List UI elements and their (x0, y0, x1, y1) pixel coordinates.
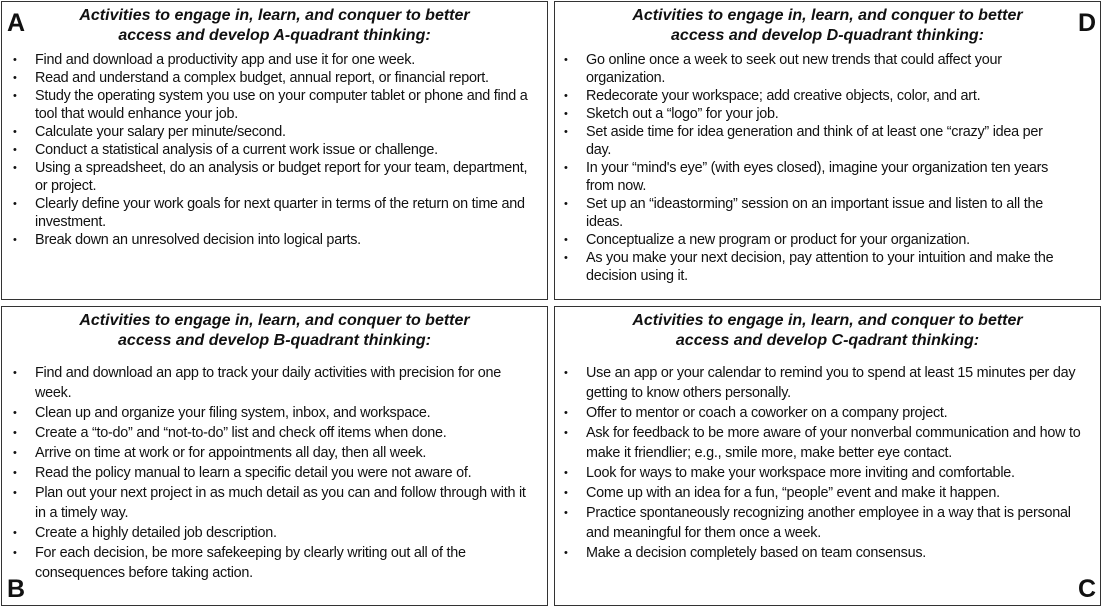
list-item: • Sketch out a “logo” for your job. (564, 105, 1069, 123)
quadrant-c-activity-list (564, 363, 1084, 563)
quadrant-a-heading-line1: Activities to engage in, learn, and conquer to better (79, 7, 470, 24)
list-item: • Set aside time for idea generation and think of at least one “crazy” idea per day. (564, 123, 1069, 159)
quadrant-d-activity-list (564, 51, 1069, 285)
quadrant-b-heading-line1: Activities to engage in, learn, and conquer to better (79, 312, 470, 329)
quadrant-b-heading (2, 311, 547, 351)
quadrant-d-panel (554, 1, 1101, 300)
quadrant-b-activity-list (13, 363, 533, 583)
list-item: • Set up an “ideastorming” session on an important issue and listen to all the ideas. (564, 195, 1069, 231)
quadrant-c-panel (554, 306, 1101, 606)
list-item: • In your “mind's eye” (with eyes closed), imagine your organization ten years from now. (564, 159, 1069, 195)
list-item: • Find and download an app to track your daily activities with precision for one week. (13, 363, 533, 403)
list-item: • Calculate your salary per minute/second. (13, 123, 528, 141)
quadrant-c-heading-line2: access and develop C-qadrant thinking: (675, 332, 980, 349)
list-item: • Go online once a week to seek out new trends that could affect your organization. (564, 51, 1069, 87)
quadrant-a-heading-line2: access and develop A-quadrant thinking: (118, 27, 431, 44)
list-item: • Use an app or your calendar to remind you to spend at least 15 minutes per day getting to know others personally. (564, 363, 1084, 403)
quadrant-d-heading-line2: access and develop D-quadrant thinking: (671, 27, 984, 44)
list-item: • Find and download a productivity app and use it for one week. (13, 51, 528, 69)
quadrant-c-heading-line1: Activities to engage in, learn, and conquer to better (632, 312, 1023, 329)
list-item: • Clean up and organize your filing system, inbox, and workspace. (13, 403, 533, 423)
list-item: • Read the policy manual to learn a specific detail you were not aware of. (13, 463, 533, 483)
quadrant-a-panel (1, 1, 548, 300)
list-item: • Redecorate your workspace; add creative objects, color, and art. (564, 87, 1069, 105)
quadrant-a-activity-list (13, 51, 528, 249)
quadrant-c-letter: C (1077, 575, 1096, 603)
quadrant-d-heading-line1: Activities to engage in, learn, and conquer to better (632, 7, 1023, 24)
quadrant-b-panel (1, 306, 548, 606)
quadrant-c-heading (555, 311, 1100, 351)
list-item: • Make a decision completely based on team consensus. (564, 543, 1084, 563)
list-item: • Come up with an idea for a fun, “people” event and make it happen. (564, 483, 1084, 503)
list-item: • Plan out your next project in as much detail as you can and follow through with it in a timely way. (13, 483, 533, 523)
list-item: • Conduct a statistical analysis of a current work issue or challenge. (13, 141, 528, 159)
quadrant-d-letter: D (1077, 9, 1096, 37)
quadrant-d-heading (555, 6, 1100, 46)
list-item: • Create a “to-do” and “not-to-do” list and check off items when done. (13, 423, 533, 443)
list-item: • Offer to mentor or coach a coworker on a company project. (564, 403, 1084, 423)
list-item: • Read and understand a complex budget, annual report, or financial report. (13, 69, 528, 87)
list-item: • Using a spreadsheet, do an analysis or budget report for your team, department, or project. (13, 159, 528, 195)
quadrant-b-letter: B (7, 575, 26, 603)
list-item: • Arrive on time at work or for appointments all day, then all week. (13, 443, 533, 463)
list-item: • As you make your next decision, pay attention to your intuition and make the decision using it. (564, 249, 1069, 285)
quadrant-a-letter: A (7, 9, 26, 37)
list-item: • Look for ways to make your workspace more inviting and comfortable. (564, 463, 1084, 483)
quadrant-a-heading (2, 6, 547, 46)
list-item: • Create a highly detailed job description. (13, 523, 533, 543)
list-item: • For each decision, be more safekeeping by clearly writing out all of the consequences before taking action. (13, 543, 533, 583)
list-item: • Ask for feedback to be more aware of your nonverbal communication and how to make it friendlier; e.g., smile more, make better eye contact. (564, 423, 1084, 463)
list-item: • Conceptualize a new program or product for your organization. (564, 231, 1069, 249)
list-item: • Study the operating system you use on your computer tablet or phone and find a tool that would enhance your job. (13, 87, 528, 123)
list-item: • Break down an unresolved decision into logical parts. (13, 231, 528, 249)
list-item: • Practice spontaneously recognizing another employee in a way that is personal and meaningful for them once a week. (564, 503, 1084, 543)
quadrant-b-heading-line2: access and develop B-quadrant thinking: (118, 332, 431, 349)
list-item: • Clearly define your work goals for next quarter in terms of the return on time and investment. (13, 195, 528, 231)
